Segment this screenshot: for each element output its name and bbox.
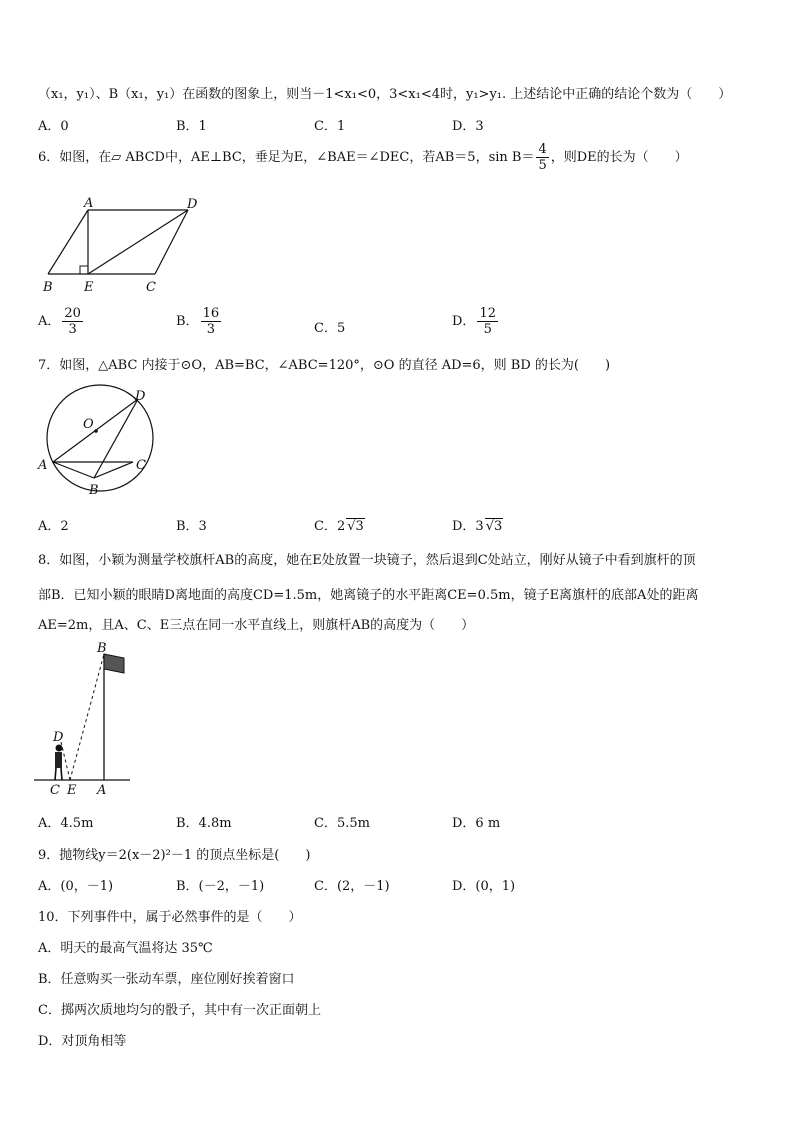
q9-text: 9．抛物线y＝2(x－2)²－1 的顶点坐标是( )	[38, 848, 311, 863]
q5-option-c: C．1	[314, 119, 346, 134]
q6-c-val: 5	[336, 321, 346, 336]
q6-option-d: D． $\frac{12}{5}$	[452, 306, 496, 337]
q8-flagpole-figure	[34, 640, 144, 800]
q9-option-c: C．(2，－1)	[314, 879, 390, 894]
q8-line3: AE=2m，且A、C、E三点在同一水平直线上，则旗杆AB的高度为（ ）	[38, 618, 475, 633]
q6-option-a: A． $\frac{20}{3}$	[38, 306, 81, 337]
q5-option-b: B．1	[176, 119, 207, 134]
q10-option-a: A．明天的最高气温将达 35℃	[38, 941, 213, 956]
q6-b-num: 16	[202, 306, 220, 321]
q7-circle-figure	[36, 380, 166, 500]
q7-label-c: C	[136, 458, 146, 473]
q7-label-d: D	[135, 389, 146, 404]
q10-option-c: C．掷两次质地均匀的骰子，其中有一次正面朝上	[38, 1003, 321, 1018]
q8-option-d: D．6 m	[452, 816, 501, 831]
q6-label-d: D	[187, 197, 198, 212]
q8-label-d: D	[53, 730, 64, 745]
q6-label-c: C	[146, 280, 156, 295]
q6-label-a: A	[84, 196, 94, 211]
q7-option-b: B．3	[176, 519, 207, 534]
q6-sin-num: 4	[538, 142, 547, 157]
q6-text: 6．如图，在▱ ABCD中，AE⊥BC，垂足为E，∠BAE＝∠DEC，若AB＝5，sin B＝	[38, 150, 535, 165]
q7-text: 7．如图，△ABC 内接于⊙O，AB=BC，∠ABC=120°，⊙O 的直径 AD=6，则 BD 的长为( )	[38, 358, 611, 373]
q5-option-d: D．3	[452, 119, 484, 134]
q6-b-den: 3	[206, 322, 215, 337]
q8-label-b: B	[97, 641, 107, 656]
q7-option-d: D．3 √3	[452, 519, 503, 534]
q9-option-d: D．(0，1)	[452, 879, 516, 894]
q6-a-den: 3	[68, 322, 77, 337]
q6-sin-den: 5	[538, 158, 547, 173]
q6-d-num: 12	[479, 306, 496, 321]
q9-option-a: A．(0，－1)	[38, 879, 114, 894]
q8-label-e: E	[67, 783, 77, 798]
q6-sin-fraction	[536, 142, 548, 173]
q10-text: 10．下列事件中，属于必然事件的是（ ）	[38, 910, 302, 925]
q8-line2: 部B．已知小颖的眼睛D离地面的高度CD=1.5m，她离镜子的水平距离CE=0.5m，镜子E离旗杆的底部A处的距离	[38, 588, 699, 603]
q6-text-tail: ，则DE的长为（ ）	[550, 150, 688, 165]
q7-label-b: B	[89, 483, 99, 498]
q6-parallelogram-figure	[40, 196, 210, 296]
q5-option-a: A．0	[38, 119, 69, 134]
q8-label-a: A	[97, 783, 107, 798]
q8-option-a: A．4.5m	[38, 816, 94, 831]
q6-option-b: B． $\frac{16}{3}$	[176, 306, 220, 337]
q10-option-d: D．对顶角相等	[38, 1034, 127, 1049]
q10-option-b: B．任意购买一张动车票，座位刚好挨着窗口	[38, 972, 295, 987]
q7-label-a: A	[38, 458, 48, 473]
q6-a-num: 20	[64, 306, 81, 321]
q8-label-c: C	[50, 783, 60, 798]
q7-option-a: A．2	[38, 519, 69, 534]
q6-stem	[38, 142, 688, 173]
q8-line1: 8．如图，小颖为测量学校旗杆AB的高度，她在E处放置一块镜子，然后退到C处站立，刚好从镜子中看到旗杆的顶	[38, 553, 696, 568]
q6-d-den: 5	[483, 322, 492, 337]
q6-option-c: C．5	[314, 321, 346, 336]
q6-label-e: E	[84, 280, 94, 295]
q7-option-c: C．2 √3	[314, 519, 364, 534]
q7-label-o: O	[83, 417, 94, 432]
q8-option-c: C．5.5m	[314, 816, 370, 831]
q8-option-b: B．4.8m	[176, 816, 232, 831]
q6-label-b: B	[43, 280, 53, 295]
q5-text: （x₁，y₁）、B（x₁，y₁）在函数的图象上，则当－1<x₁<0，3<x₁<4时，y₁>y₁. 上述结论中正确的结论个数为（ ）	[38, 87, 732, 102]
q9-option-b: B．(－2，－1)	[176, 879, 265, 894]
